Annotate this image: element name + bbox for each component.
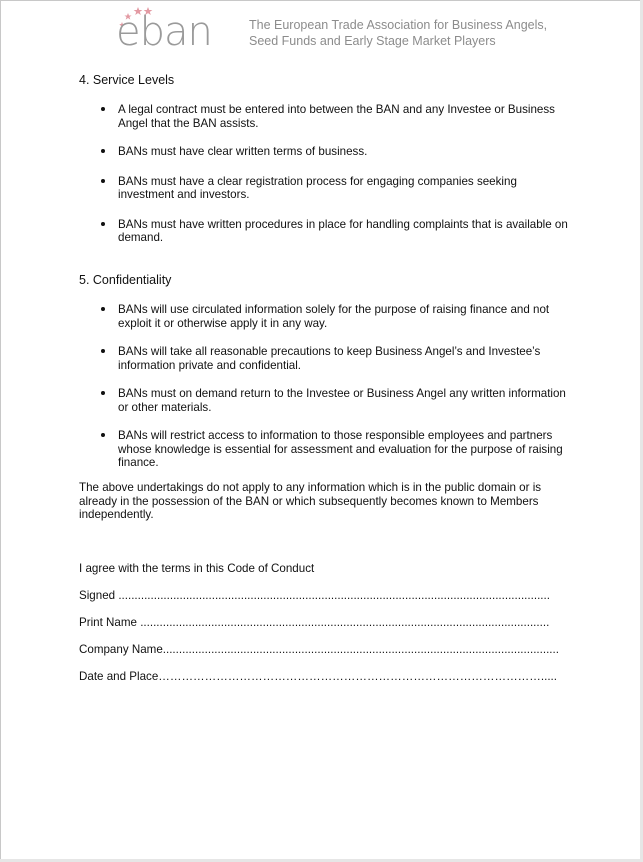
list-item: BANs will take all reasonable precautions to keep Business Angel’s and Investee’s information private and confidential. bbox=[79, 345, 569, 372]
eban-logo bbox=[114, 6, 234, 54]
section-heading-confidentiality: 5. Confidentiality bbox=[79, 273, 172, 287]
list-item: BANs will restrict access to information to those responsible employees and partners whose knowledge is essential for assessment and evaluation for the purpose of raising finance. bbox=[79, 429, 569, 470]
association-tagline bbox=[249, 17, 547, 49]
signed-line: Signed ...................................................................................................................................... bbox=[79, 589, 550, 602]
tagline-line-2: Seed Funds and Early Stage Market Players bbox=[249, 34, 496, 48]
agreement-intro: I agree with the terms in this Code of Conduct bbox=[79, 562, 315, 575]
company-name-line: Company Name........................................................................................................................... bbox=[79, 643, 559, 656]
list-item: BANs will use circulated information solely for the purpose of raising finance and not exploit it or otherwise apply it in any way. bbox=[79, 303, 569, 330]
list-item: BANs must have a clear registration process for engaging companies seeking investment and investors. bbox=[79, 175, 569, 202]
date-place-line: Date and Place………………………………………………………………………………………..... bbox=[79, 670, 557, 683]
list-item: A legal contract must be entered into between the BAN and any Investee or Business Angel that the BAN assists. bbox=[79, 103, 569, 130]
list-item: BANs must on demand return to the Investee or Business Angel any written information or other materials. bbox=[79, 387, 569, 414]
tagline-line-1: The European Trade Association for Business Angels, bbox=[249, 18, 548, 32]
list-item: BANs must have clear written terms of business. bbox=[79, 145, 569, 159]
confidentiality-list bbox=[79, 303, 569, 470]
list-item: BANs must have written procedures in place for handling complaints that is available on demand. bbox=[79, 218, 569, 245]
closing-paragraph: The above undertakings do not apply to any information which is in the public domain or is already in the possession of the BAN or which subsequently becomes known to Members independently. bbox=[79, 481, 542, 521]
service-levels-list bbox=[79, 103, 569, 245]
section-heading-service-levels: 4. Service Levels bbox=[79, 73, 175, 87]
logo-wordmark: eban bbox=[116, 9, 212, 55]
print-name-line: Print Name ............................................................................................................................... bbox=[79, 616, 550, 629]
